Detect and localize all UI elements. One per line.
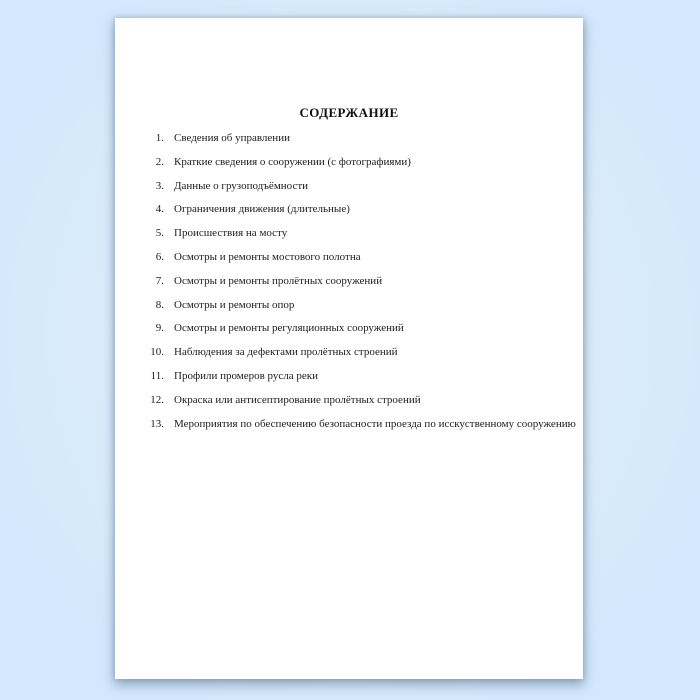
toc-item-label: Наблюдения за дефектами пролётных строений: [174, 346, 398, 359]
page-title: СОДЕРЖАНИЕ: [299, 105, 399, 120]
toc-item-number: 7.: [155, 274, 164, 287]
toc-item: [115, 322, 583, 346]
toc-item-label: Данные о грузоподъёмности: [174, 179, 309, 192]
toc-item-label: Осмотры и ремонты регуляционных сооружений: [174, 322, 404, 335]
table-of-contents: [115, 132, 583, 441]
document-page: [115, 18, 583, 679]
toc-item: [115, 275, 583, 299]
toc-item: [115, 299, 583, 323]
toc-item: [115, 394, 583, 418]
toc-item-number: 11.: [150, 369, 164, 382]
toc-item: [115, 132, 583, 156]
toc-item: [115, 227, 583, 251]
toc-item: [115, 370, 583, 394]
toc-item: [115, 180, 583, 204]
toc-item-label: Мероприятия по обеспечению безопасности проезда по исскуственному сооружению: [174, 417, 576, 430]
toc-item-number: 4.: [155, 203, 164, 216]
toc-item-number: 13.: [150, 417, 164, 430]
toc-item-label: Осмотры и ремонты мостового полотна: [174, 250, 361, 263]
toc-item-number: 3.: [155, 179, 164, 192]
toc-item: [115, 156, 583, 180]
toc-item-number: 10.: [150, 346, 164, 359]
toc-item-number: 6.: [155, 250, 164, 263]
toc-item: [115, 346, 583, 370]
toc-item: [115, 203, 583, 227]
toc-item-label: Сведения об управлении: [174, 132, 290, 144]
toc-item-label: Окраска или антисептирование пролётных строений: [174, 393, 421, 406]
toc-item: [115, 251, 583, 275]
toc-item-label: Происшествия на мосту: [174, 227, 288, 240]
toc-item: [115, 418, 583, 442]
toc-item-label: Профили промеров русла реки: [174, 369, 319, 382]
toc-item-number: 9.: [155, 322, 164, 335]
toc-item-label: Ограничения движения (длительные): [174, 203, 350, 216]
toc-item-number: 5.: [155, 227, 164, 240]
toc-item-label: Краткие сведения о сооружении (с фотографиями): [174, 155, 411, 168]
toc-item-number: 1.: [155, 132, 164, 144]
toc-item-label: Осмотры и ремонты пролётных сооружений: [174, 274, 383, 287]
toc-item-number: 2.: [155, 155, 164, 168]
toc-item-number: 12.: [150, 393, 164, 406]
toc-item-number: 8.: [155, 298, 164, 311]
toc-item-label: Осмотры и ремонты опор: [174, 298, 295, 311]
